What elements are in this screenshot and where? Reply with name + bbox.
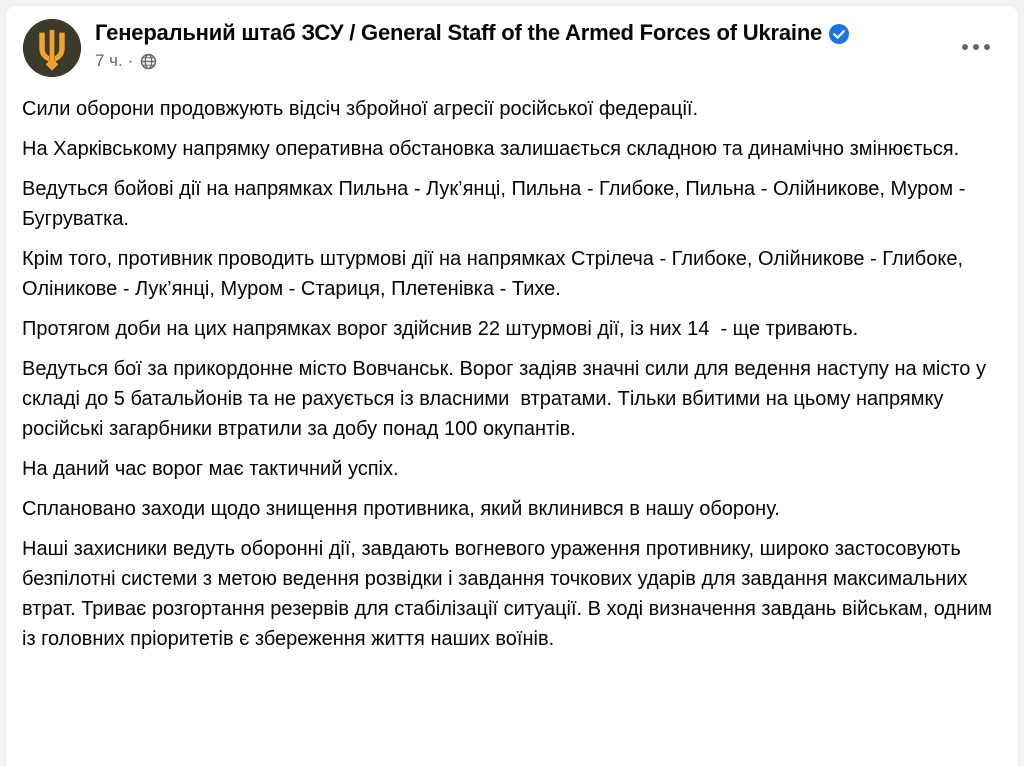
meta-separator: · [127,51,134,70]
post-paragraph: На даний час ворог має тактичний успіх. [22,458,399,480]
post-body [6,77,1018,654]
post-paragraph: Протягом доби на цих напрямках ворог здійснив 22 штурмові дії, із них 14 - ще тривають. [22,318,859,340]
page-name-link[interactable] [95,20,849,46]
post-paragraph: Наші захисники ведуть оборонні дії, завдають вогневого ураження противнику, широко застосовують безпілотні системи з метою ведення розвідки і завдання точкових ударів для завдання максимальних втрат. Триває розгортання резервів для стабілізації ситуації. В ході визначення завдань військам, одним із головних пріоритетів є збереження життя наших воїнів. [22,538,998,650]
post-header [6,6,1018,77]
globe-icon [140,53,157,70]
post-meta[interactable] [95,51,849,71]
header-text-block [95,19,849,71]
page-avatar[interactable] [23,19,81,77]
post-paragraph: Ведуться бої за прикордонне місто Вовчанськ. Ворог задіяв значні сили для ведення наступу на місто у складі до 5 батальйонів та не рахується із власними втратами. Тільки вбитими на цьому напрямку російські загарбники втратили за добу понад 100 окупантів. [22,358,992,440]
post-timestamp[interactable]: 7 ч. [95,51,123,70]
post-paragraph: Крім того, противник проводить штурмові дії на напрямках Стрілеча - Глибоке, Олійникове - Глибоке, Оліникове - Лук’янці, Муром - Стариця, Плетенівка - Тихе. [22,248,969,300]
post-paragraph: Сили оборони продовжують відсіч збройної агресії російської федерації. [22,98,699,120]
post-paragraph: На Харківському напрямку оперативна обстановка залишається складною та динамічно змінюється. [22,138,960,160]
ellipsis-icon[interactable] [954,34,998,60]
post-paragraph: Ведуться бойові дії на напрямках Пильна - Лук’янці, Пильна - Глибоке, Пильна - Олійникове, Муром - Бугруватка. [22,178,971,230]
page-name: Генеральний штаб ЗСУ / General Staff of the Armed Forces of Ukraine [95,20,823,45]
post-card [6,6,1018,766]
trident-icon [23,19,81,77]
verified-check-icon [829,24,849,44]
post-paragraph: Сплановано заходи щодо знищення противника, який вклинився в нашу оборону. [22,498,780,520]
